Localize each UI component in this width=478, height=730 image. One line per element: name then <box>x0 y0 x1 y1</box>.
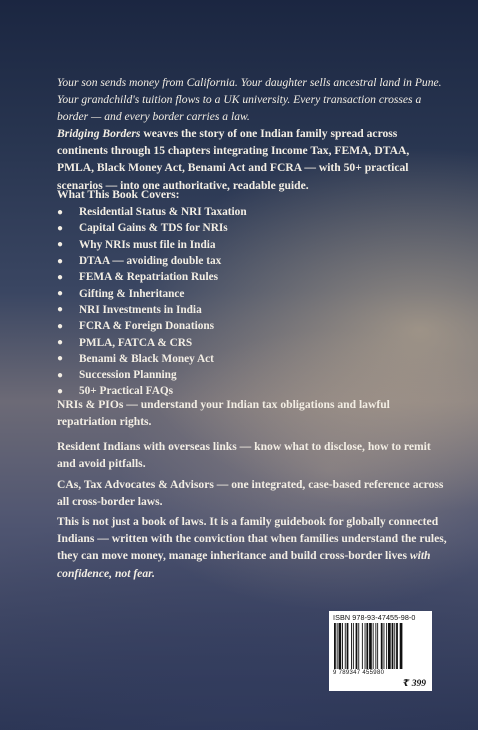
book-title: Bridging Borders <box>57 127 141 140</box>
bullet-icon: ● <box>57 320 64 332</box>
barcode-block <box>329 611 432 691</box>
covers-heading: What This Book Covers: <box>57 188 180 201</box>
barcode-bar <box>345 623 346 669</box>
audience-nri: NRIs & PIOs — understand your Indian tax obligations and lawful repatriation rights. <box>57 398 390 429</box>
bullet-icon: ● <box>57 304 64 316</box>
bullet-icon: ● <box>57 239 64 251</box>
closing-paragraph <box>57 513 447 582</box>
barcode-bar <box>337 623 338 669</box>
list-item: ● 50+ Practical FAQs <box>57 385 174 398</box>
barcode-bar <box>339 623 342 669</box>
barcode-bar <box>356 623 358 669</box>
audience-advisors: CAs, Tax Advocates & Advisors — one integrated, case-based reference across all cross-border laws. <box>57 478 444 509</box>
barcode-bar <box>347 623 349 669</box>
bullet-icon: ● <box>57 337 64 349</box>
intro-lead-text: weaves the story of one Indian family spread across continents through 15 chapters integrating Income Tax, FEMA, DTAA, PMLA, Black Money Act, Benami Act and FCRA — with 50+ practical scenarios — into one authoritative, readable guide. <box>57 127 410 192</box>
bullet-icon: ● <box>57 369 64 381</box>
barcode-bar <box>388 623 391 669</box>
bullet-icon: ● <box>57 206 64 218</box>
list-item: ● Residential Status & NRI Taxation <box>57 206 247 219</box>
barcode-bar <box>366 623 368 669</box>
barcode-bar <box>377 623 378 669</box>
barcode-digits: 9 789347 455980 <box>333 670 385 676</box>
barcode-bar <box>392 623 394 669</box>
closing-italic: with confidence, not fear. <box>57 549 431 580</box>
intro-lead <box>57 125 447 194</box>
price-label: ₹ 399 <box>402 679 426 689</box>
barcode-bar <box>334 623 336 669</box>
barcode-bar <box>358 623 359 669</box>
list-item: ● Capital Gains & TDS for NRIs <box>57 222 228 235</box>
barcode-bar <box>369 623 372 669</box>
bullet-icon: ● <box>57 385 64 397</box>
barcode-bar <box>362 623 363 669</box>
barcode-bar <box>384 623 385 669</box>
barcode-icon <box>334 623 427 669</box>
topic-list <box>57 204 247 400</box>
list-item: ● Why NRIs must file in India <box>57 238 216 251</box>
list-item: ● Gifting & Inheritance <box>57 287 185 300</box>
barcode-bar <box>381 623 383 669</box>
barcode-bar <box>394 623 395 669</box>
list-item: ● NRI Investments in India <box>57 303 202 316</box>
barcode-bar <box>365 623 366 669</box>
barcode-bar <box>400 623 403 669</box>
bullet-icon: ● <box>57 353 64 365</box>
audience-resident: Resident Indians with overseas links — know what to disclose, how to remit and avoid pitfalls. <box>57 440 431 471</box>
barcode-bar <box>373 623 374 669</box>
intro-italic: Your son sends money from California. Your daughter sells ancestral land in Pune. Your grandchild's tuition flows to a UK university. Every transaction crosses a border — and every border carries a law. <box>57 76 442 124</box>
barcode-bar <box>375 623 376 669</box>
barcode-bar <box>396 623 398 669</box>
isbn-text: ISBN 978-93-47455-98-0 <box>333 613 416 622</box>
list-item: ● Succession Planning <box>57 369 177 382</box>
barcode-bar <box>342 623 343 669</box>
list-item: ● Benami & Black Money Act <box>57 352 214 365</box>
closing-text: This is not just a book of laws. It is a family guidebook for globally connected Indians — written with the conviction that when families understand the rules, they can move money, manage inheritance and build cross-border lives <box>57 515 447 563</box>
list-item: ● DTAA — avoiding double tax <box>57 255 222 268</box>
barcode-bar <box>353 623 354 669</box>
list-item: ● PMLA, FATCA & CRS <box>57 336 193 349</box>
barcode-bar <box>351 623 352 669</box>
list-item: ● FCRA & Foreign Donations <box>57 320 215 333</box>
bullet-icon: ● <box>57 288 64 300</box>
bullet-icon: ● <box>57 255 64 267</box>
bullet-icon: ● <box>57 271 64 283</box>
list-item: ● FEMA & Repatriation Rules <box>57 271 219 284</box>
bullet-icon: ● <box>57 222 64 234</box>
barcode-bar <box>386 623 387 669</box>
